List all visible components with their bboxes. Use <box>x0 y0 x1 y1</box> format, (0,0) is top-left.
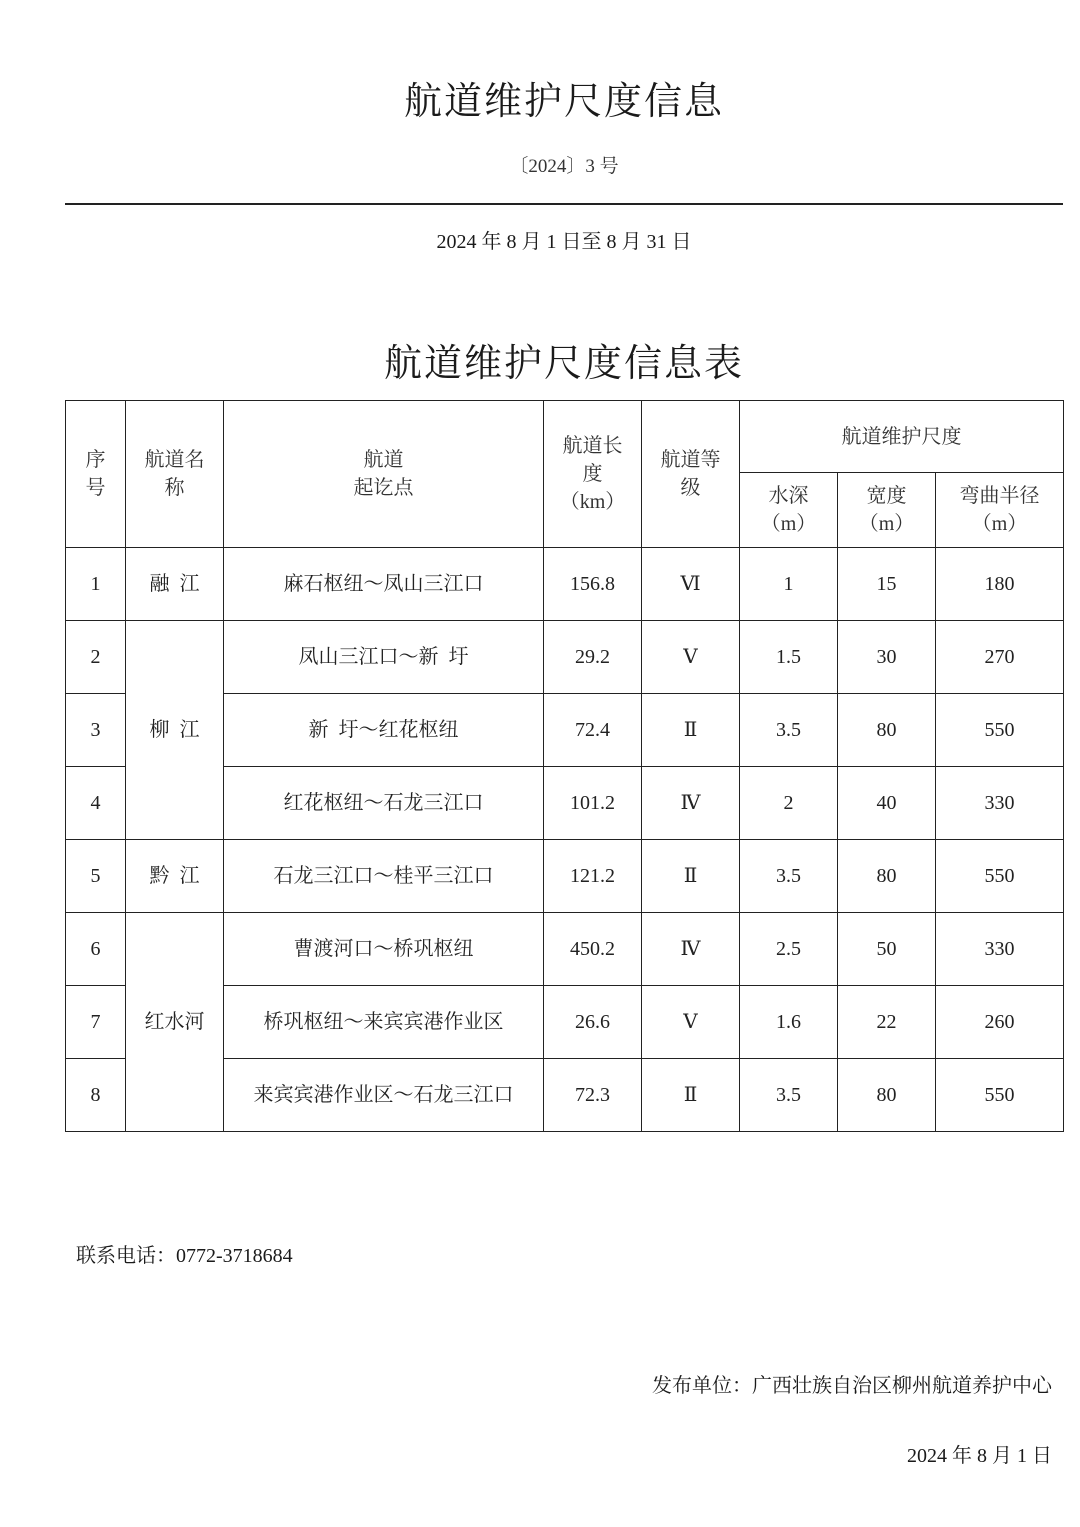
header-width-label: 宽度 <box>866 485 907 507</box>
cell-length: 101.2 <box>544 767 642 840</box>
cell-grade: Ⅴ <box>642 986 740 1059</box>
cell-index: 5 <box>66 840 126 913</box>
cell-grade: Ⅱ <box>642 840 740 913</box>
cell-index: 8 <box>66 1059 126 1132</box>
cell-index: 4 <box>66 767 126 840</box>
header-depth-label: 水深 <box>768 485 809 507</box>
header-divider <box>65 203 1063 205</box>
header-grade <box>642 401 740 548</box>
channel-maintenance-table <box>65 400 1064 1132</box>
validity-period: 2024 年 8 月 1 日至 8 月 31 日 <box>436 231 692 253</box>
cell-range: 麻石枢纽～凤山三江口 <box>224 548 544 621</box>
header-grade-line1: 航道等 <box>660 449 721 471</box>
cell-length: 72.3 <box>544 1059 642 1132</box>
cell-width: 15 <box>838 548 936 621</box>
cell-radius: 260 <box>936 986 1064 1059</box>
document-title: 航道维护尺度信息 <box>403 81 724 123</box>
cell-grade: Ⅳ <box>642 767 740 840</box>
cell-width: 30 <box>838 621 936 694</box>
cell-depth: 2 <box>740 767 838 840</box>
table-row <box>66 548 1064 621</box>
cell-range: 曹渡河口～桥巩枢纽 <box>224 913 544 986</box>
cell-radius: 330 <box>936 913 1064 986</box>
cell-grade: Ⅱ <box>642 694 740 767</box>
cell-depth: 1 <box>740 548 838 621</box>
cell-depth: 3.5 <box>740 694 838 767</box>
cell-width: 80 <box>838 840 936 913</box>
header-width <box>838 473 936 548</box>
cell-channel-name: 柳 江 <box>126 621 224 840</box>
cell-radius: 550 <box>936 694 1064 767</box>
table-row <box>66 840 1064 913</box>
cell-depth: 2.5 <box>740 913 838 986</box>
header-channel-name-line1: 航道名 <box>144 449 205 471</box>
cell-range: 桥巩枢纽～来宾宾港作业区 <box>224 986 544 1059</box>
header-index-line1: 序 <box>85 449 106 471</box>
cell-range: 凤山三江口～新 圩 <box>224 621 544 694</box>
cell-length: 72.4 <box>544 694 642 767</box>
cell-index: 6 <box>66 913 126 986</box>
cell-radius: 270 <box>936 621 1064 694</box>
cell-range: 新 圩～红花枢纽 <box>224 694 544 767</box>
header-index <box>66 401 126 548</box>
cell-index: 3 <box>66 694 126 767</box>
cell-range: 红花枢纽～石龙三江口 <box>224 767 544 840</box>
cell-depth: 1.6 <box>740 986 838 1059</box>
cell-grade: Ⅵ <box>642 548 740 621</box>
cell-channel-name: 黔 江 <box>126 840 224 913</box>
header-grade-line2: 级 <box>680 477 701 499</box>
issue-number: 〔2024〕3 号 <box>509 156 619 177</box>
cell-width: 22 <box>838 986 936 1059</box>
cell-depth: 1.5 <box>740 621 838 694</box>
cell-radius: 330 <box>936 767 1064 840</box>
header-maintenance-group: 航道维护尺度 <box>740 401 1064 473</box>
header-range <box>224 401 544 548</box>
cell-length: 156.8 <box>544 548 642 621</box>
table-row <box>66 913 1064 986</box>
cell-length: 450.2 <box>544 913 642 986</box>
cell-channel-name: 融 江 <box>126 548 224 621</box>
cell-grade: Ⅳ <box>642 913 740 986</box>
header-length <box>544 401 642 548</box>
header-depth <box>740 473 838 548</box>
cell-width: 40 <box>838 767 936 840</box>
header-length-unit: （km） <box>559 491 626 513</box>
cell-width: 50 <box>838 913 936 986</box>
publish-date: 2024 年 8 月 1 日 <box>907 1445 1052 1467</box>
contact-phone: 联系电话：0772-3718684 <box>76 1245 293 1267</box>
header-radius <box>936 473 1064 548</box>
cell-length: 29.2 <box>544 621 642 694</box>
header-length-line1: 航道长 <box>562 435 623 457</box>
header-channel-name <box>126 401 224 548</box>
table-row <box>66 621 1064 694</box>
cell-index: 7 <box>66 986 126 1059</box>
header-width-unit: （m） <box>858 513 915 535</box>
cell-depth: 3.5 <box>740 840 838 913</box>
header-depth-unit: （m） <box>760 513 817 535</box>
header-range-line1: 航道 <box>363 449 404 471</box>
header-index-line2: 号 <box>85 477 106 499</box>
publisher: 发布单位：广西壮族自治区柳州航道养护中心 <box>652 1375 1052 1397</box>
header-radius-unit: （m） <box>971 513 1028 535</box>
cell-index: 1 <box>66 548 126 621</box>
cell-width: 80 <box>838 1059 936 1132</box>
cell-channel-name: 红水河 <box>126 913 224 1132</box>
cell-length: 26.6 <box>544 986 642 1059</box>
cell-length: 121.2 <box>544 840 642 913</box>
table-title: 航道维护尺度信息表 <box>383 343 744 385</box>
cell-range: 石龙三江口～桂平三江口 <box>224 840 544 913</box>
cell-radius: 550 <box>936 1059 1064 1132</box>
cell-radius: 180 <box>936 548 1064 621</box>
header-channel-name-line2: 称 <box>164 477 185 499</box>
cell-range: 来宾宾港作业区～石龙三江口 <box>224 1059 544 1132</box>
cell-index: 2 <box>66 621 126 694</box>
header-length-line2: 度 <box>582 463 603 485</box>
cell-grade: Ⅱ <box>642 1059 740 1132</box>
cell-grade: Ⅴ <box>642 621 740 694</box>
header-range-line2: 起讫点 <box>353 477 414 499</box>
cell-radius: 550 <box>936 840 1064 913</box>
header-radius-label: 弯曲半径 <box>959 485 1040 507</box>
cell-depth: 3.5 <box>740 1059 838 1132</box>
cell-width: 80 <box>838 694 936 767</box>
